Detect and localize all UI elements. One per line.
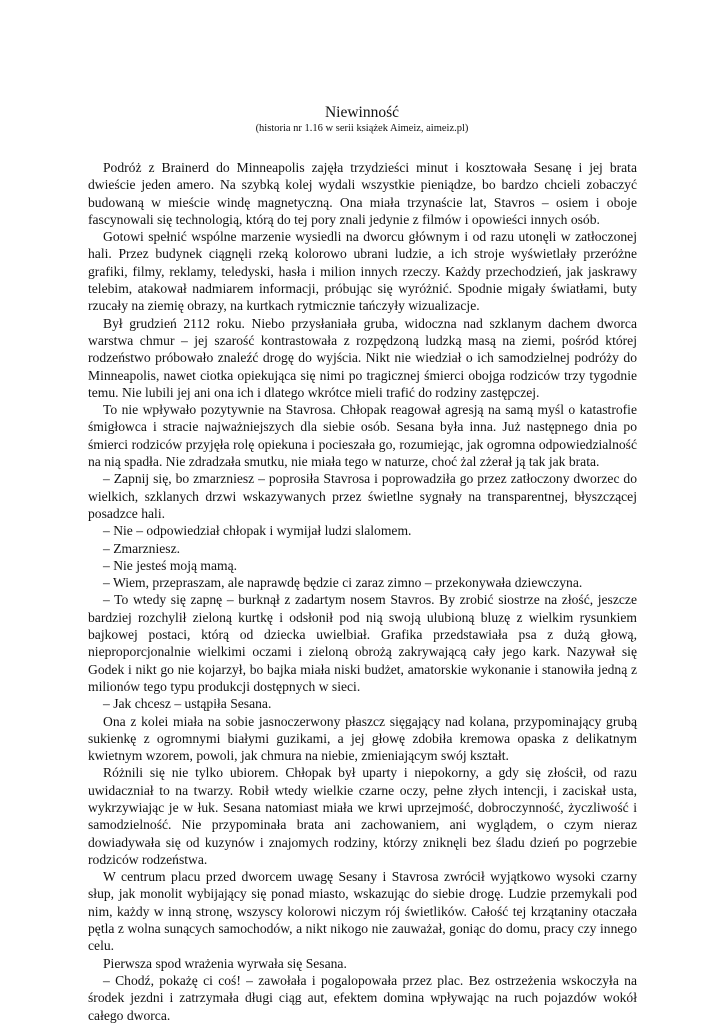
paragraph: – To wtedy się zapnę – burknął z zadartym nosem Stavros. By zrobić siostrze na złość, jeszcze bardziej rozchylił zieloną kurtkę i odsłonił pod nią swoją ulubioną bluzę z wielkim rysunkiem bajkowej postaci, którą od dziecka uwielbiał. Grafika przedstawiała psa z dużą głową, nieproporcjonalnie wielkimi oczami i zieloną obrożą zakrywającą cały jego kark. Nazywał się Godek i nikt go nie kojarzył, bo bajka miała niski budżet, amatorskie wykonanie i stanowiła jedną z milionów tego typu produkcji dostępnych w sieci. — [88, 592, 637, 694]
paragraph: Pierwsza spod wrażenia wyrwała się Sesana. — [103, 955, 347, 971]
paragraph: Był grudzień 2112 roku. Niebo przysłaniała gruba, widoczna nad szklanym dachem dworca warstwa chmur – jej szarość kontrastowała z rozpędzoną ludzką masą na ziemi, pośród której rodzeństwo próbowało znaleźć drogę do wyjścia. Nikt nie wiedział o ich samodzielnej podróży do Minneapolis, nawet ciotka opiekująca się nimi po tragicznej śmierci obojga rodziców trzy tygodnie temu. Nie lubili jej ani ona ich i dlatego wkrótce mieli trafić do rodziny zastępczej. — [88, 315, 637, 400]
paragraph: Gotowi spełnić wspólne marzenie wysiedli na dworcu głównym i od razu utonęli w zatłoczonej hali. Przez budynek ciągnęli rzeką kolorowo ubrani ludzie, a ich stroje wyświetlały przeróżne grafiki, filmy, reklamy, teledyski, hasła i milion innych rzeczy. Każdy przechodzień, jak jaskrawy telebim, atakował nadmiarem informacji, próbując się wyróżnić. Spodnie migały światłami, buty rzucały na ziemię obrazy, na kurtkach rytmicznie tańczyły wizualizacje. — [88, 229, 637, 314]
story-body — [88, 159, 637, 1024]
paragraph: – Nie jesteś moją mamą. — [103, 557, 238, 573]
document-subtitle: (historia nr 1.16 w serii książek Aimeiz, aimeiz.pl) — [255, 123, 469, 134]
paragraph: – Wiem, przepraszam, ale naprawdę będzie ci zaraz zimno – przekonywała dziewczyna. — [103, 575, 583, 591]
paragraph: – Chodź, pokażę ci coś! – zawołała i pogalopowała przez plac. Bez ostrzeżenia wskoczyła na środek jezdni i zatrzymała długi ciąg aut, efektem domina wpływając na ruch pojazdów wokół całego dworca. — [88, 972, 637, 1023]
paragraph: W centrum placu przed dworcem uwagę Sesany i Stavrosa zwrócił wyjątkowo wysoki czarny słup, jak monolit wybijający się ponad miasto, wskazując do siebie drogę. Ludzie przemykali pod nim, każdy w inną stronę, wszyscy kolorowi niczym rój świetlików. Całość tej krzątaniny otaczała pętla z wolna sunących samochodów, a nikt nikogo nie zauważał, goniąc do domu, pracy czy innego celu. — [88, 869, 637, 954]
document-title: Niewinność — [324, 104, 400, 121]
paragraph: – Jak chcesz – ustąpiła Sesana. — [103, 696, 272, 712]
paragraph: – Zapnij się, bo zmarzniesz – poprosiła Stavrosa i poprowadziła go przez zatłoczony dworzec do wielkich, szklanych drzwi wskazywanych przez świetlne sygnały na transparentnej, błyszczącej posadzce hali. — [88, 471, 637, 521]
paragraph: Ona z kolei miała na sobie jasnoczerwony płaszcz sięgający nad kolana, przypominający grubą sukienkę z ogromnymi białymi guzikami, a jej głowę zdobiła kremowa opaska z delikatnym kwietnym wzorem, powoli, jak chmura na niebie, zmieniającym swój kształt. — [88, 713, 637, 764]
paragraph: Podróż z Brainerd do Minneapolis zajęła trzydzieści minut i kosztowała Sesanę i jej brata dwieście jeden amero. Na szybką kolej wydali wszystkie pieniądze, bo bardzo chcieli zobaczyć budowaną w mieście windę magnetyczną. Ona miała trzynaście lat, Stavros – osiem i oboje fascynowali się technologią, którą do tej pory znali jedynie z filmów i opowieści innych osób. — [88, 160, 637, 227]
paragraph: To nie wpływało pozytywnie na Stavrosa. Chłopak reagował agresją na samą myśl o katastrofie śmigłowca i stracie najważniejszych dla siebie osób. Sesana była inna. Już następnego dnia po śmierci rodziców przyjęła rolę opiekuna i pocieszała go, rozumiejąc, jak ogromna odpowiedzialność na nią spadła. Nie zdradzała smutku, nie miała tego w naturze, choć żal zżerał ją tak jak brata. — [88, 402, 637, 470]
paragraph: Różnili się nie tylko ubiorem. Chłopak był uparty i niepokorny, a gdy się złościł, od razu uwidaczniał to na twarzy. Robił wtedy wielkie czarne oczy, pełne złych intencji, i zaciskał usta, wykrzywiając je w łuk. Sesana natomiast miała we krwi uprzejmość, dobroczynność, życzliwość i samodzielność. Nie przypominała brata ani zachowaniem, ani wyglądem, o czym nieraz dowiadywała się od kuzynów i znajomych rodziny, którzy zniknęli bez śladu dzień po pogrzebie rodziców rodzeństwa. — [88, 765, 637, 867]
paragraph: – Nie – odpowiedział chłopak i wymijał ludzi slalomem. — [103, 523, 412, 539]
paragraph: – Zmarzniesz. — [103, 540, 180, 556]
